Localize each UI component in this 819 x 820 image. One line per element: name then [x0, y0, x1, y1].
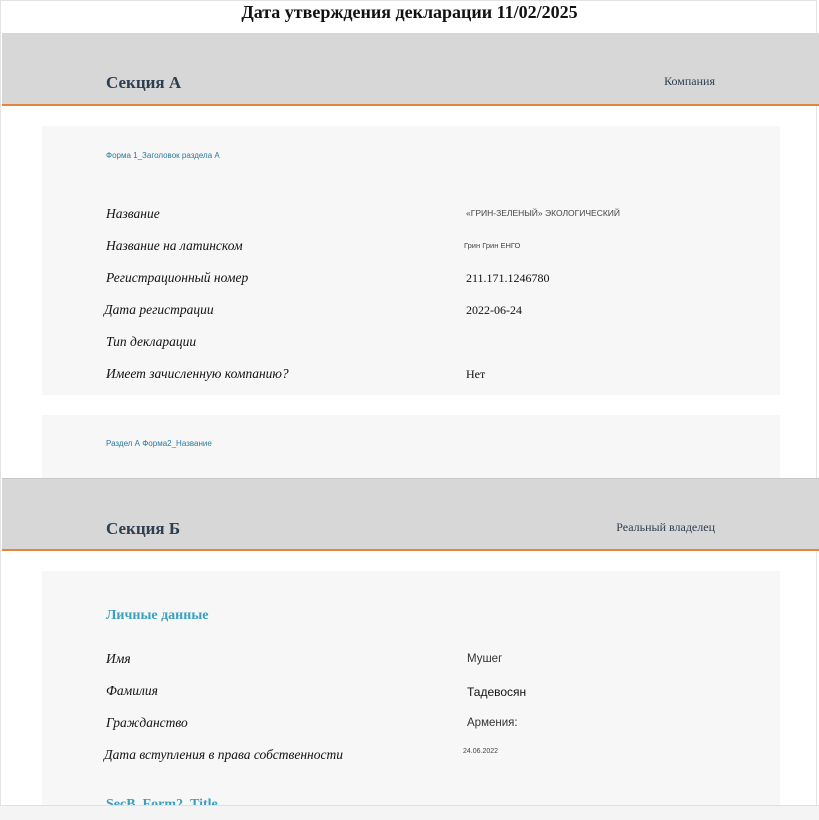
- field-label-reg-number: Регистрационный номер: [106, 270, 249, 285]
- section-a-form1-panel: [42, 126, 780, 395]
- field-label-citizenship: Гражданство: [106, 715, 188, 730]
- section-b-title: Секция Б: [106, 519, 181, 538]
- section-b-header: [2, 478, 819, 551]
- form1-heading: Форма 1_Заголовок раздела А: [106, 151, 220, 160]
- field-row: [42, 366, 780, 386]
- section-b-right-label: Реальный владелец: [616, 520, 715, 534]
- field-value-citizenship: Армения:: [467, 717, 518, 729]
- field-value-last-name: Тадевосян: [467, 685, 527, 699]
- field-label-ownership-date: Дата вступления в права собственности: [104, 747, 343, 762]
- field-label-last-name: Фамилия: [106, 683, 158, 698]
- field-label-enrolled-company: Имеет зачисленную компанию?: [106, 366, 289, 381]
- section-a-header: [2, 33, 819, 106]
- section-a-title: Секция А: [106, 73, 182, 92]
- field-label-latin-name: Название на латинском: [106, 238, 243, 253]
- field-row: [42, 270, 780, 290]
- field-value-reg-date: 2022-06-24: [466, 303, 522, 317]
- personal-data-heading: Личные данные: [106, 608, 209, 623]
- field-row: [42, 683, 780, 703]
- field-value-reg-number: 211.171.1246780: [466, 271, 550, 285]
- field-label-reg-date: Дата регистрации: [104, 302, 214, 317]
- field-value-ownership-date: 24.06.2022: [463, 748, 499, 755]
- field-value-first-name: Мушег: [467, 653, 503, 665]
- field-row: [42, 715, 780, 735]
- field-label-first-name: Имя: [106, 651, 131, 666]
- field-row: [42, 651, 780, 671]
- field-label-decl-type: Тип декларации: [106, 334, 197, 349]
- bottom-bar: [0, 805, 819, 820]
- field-row: [42, 334, 780, 354]
- section-a-form2-panel: [42, 415, 780, 478]
- field-value-latin-name: Грин Грин ЕНГО: [464, 241, 521, 250]
- section-b-personal-panel: [42, 571, 780, 805]
- form2-heading: Раздел А Форма2_Название: [106, 439, 212, 448]
- field-row: [42, 747, 780, 767]
- field-row: [42, 238, 780, 258]
- field-row: [42, 206, 780, 226]
- field-label-name: Название: [106, 206, 160, 221]
- document-title: Дата утверждения декларации 11/02/2025: [241, 2, 578, 22]
- field-value-enrolled-company: Нет: [466, 367, 486, 381]
- field-row: [42, 302, 780, 322]
- section-a-right-label: Компания: [664, 74, 715, 88]
- field-value-name: «ГРИН-ЗЕЛЕНЫЙ» ЭКОЛОГИЧЕСКИЙ: [466, 208, 621, 218]
